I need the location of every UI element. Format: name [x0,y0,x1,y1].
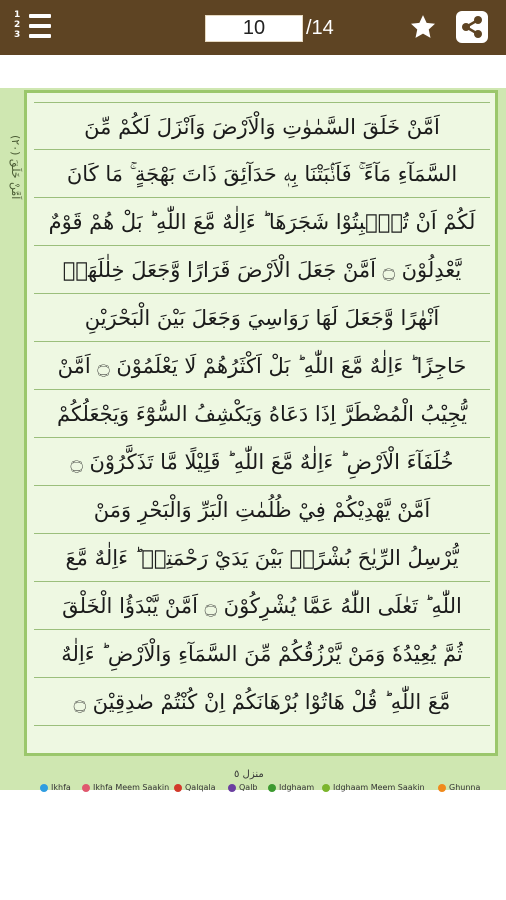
manzil-label: منزل ٥ [234,769,264,780]
legend-item-qalqala[interactable]: Qalqala [174,782,216,794]
legend-dot-icon [40,784,48,792]
page-number-input[interactable]: 10 [205,15,303,42]
verse-line[interactable]: مَّعَ اللّٰهِ ؕ قُلْ هَاتُوْا بُرْهَانَكُمْ اِنْ كُنْتُمْ صٰدِقِيْنَ ۝ [34,678,490,726]
legend-dot-icon [438,784,446,792]
share-button[interactable] [456,11,488,43]
verse-line[interactable]: يُّرْسِلُ الرِّيٰحَ بُشْرًاۢ بَيْنَ يَدَيْ رَحْمَتِهٖ ؕ ءَاِلٰهٌ مَّعَ [34,534,490,582]
share-icon [456,11,488,43]
verse-line[interactable]: اللّٰهِ ؕ تَعٰلَى اللّٰهُ عَمَّا يُشْرِكُوْنَ ۝ اَمَّنْ يَّبْدَؤُا الْخَلْقَ [34,582,490,630]
star-icon [408,12,438,42]
legend-item-ikhfa-meem-saakin[interactable]: Ikhfa Meem Saakin [82,782,169,794]
verse-line[interactable]: اَنْهٰرًا وَّجَعَلَ لَهَا رَوَاسِيَ وَجَعَلَ بَيْنَ الْبَحْرَيْنِ [34,294,490,342]
page-total-label: /14 [306,17,334,39]
legend-dot-icon [268,784,276,792]
quran-page [0,88,506,790]
legend-item-ikhfa[interactable]: Ikhfa [40,782,71,794]
verse-line[interactable]: اَمَّنْ يَّهْدِيْكُمْ فِيْ ظُلُمٰتِ الْبَرِّ وَالْبَحْرِ وَمَنْ [34,486,490,534]
legend-item-ghunna[interactable]: Ghunna [438,782,480,794]
verse-line[interactable]: لَكُمْ اَنْ تُنْۢبِتُوْا شَجَرَهَا ؕ ءَاِلٰهٌ مَّعَ اللّٰهِ ؕ بَلْ هُمْ قَوْمٌ [34,198,490,246]
numbered-list-icon [14,10,20,40]
verse-line[interactable]: يَّعْدِلُوْنَ ۝ اَمَّنْ جَعَلَ الْاَرْضَ قَرَارًا وَّجَعَلَ خِلٰلَهَاۤ [34,246,490,294]
legend-dot-icon [322,784,330,792]
top-toolbar [0,0,506,55]
tajweed-legend [40,782,506,796]
verse-line[interactable]: اَمَّنْ خَلَقَ السَّمٰوٰتِ وَالْاَرْضَ وَاَنْزَلَ لَكُمْ مِّنَ [34,102,490,150]
verse-line[interactable]: ثُمَّ يُعِيْدُهٗ وَمَنْ يَّرْزُقُكُمْ مِّنَ السَّمَآءِ وَالْاَرْضِ ؕ ءَاِلٰهٌ [34,630,490,678]
legend-dot-icon [174,784,182,792]
legend-item-qalb[interactable]: Qalb [228,782,258,794]
legend-item-idghaam-meem-saakin[interactable]: Idghaam Meem Saakin [322,782,425,794]
legend-item-idghaam[interactable]: Idghaam [268,782,314,794]
surah-index-menu-button[interactable] [14,10,56,44]
verse-line[interactable]: يُّجِيْبُ الْمُضْطَرَّ اِذَا دَعَاهُ وَيَكْشِفُ السُّوْٓءَ وَيَجْعَلُكُمْ [34,390,490,438]
list-number: 3 [14,30,21,40]
verse-line[interactable]: حَاجِزًا ؕ ءَاِلٰهٌ مَّعَ اللّٰهِ ؕ بَلْ اَكْثَرُهُمْ لَا يَعْلَمُوْنَ ۝ اَمَّنْ [34,342,490,390]
list-number: 2 [14,20,21,30]
list-number: 1 [14,10,21,20]
legend-dot-icon [228,784,236,792]
legend-dot-icon [82,784,90,792]
bookmark-button[interactable] [408,12,438,42]
verse-line[interactable]: خُلَفَآءَ الْاَرْضِ ؕ ءَاِلٰهٌ مَّعَ اللّٰهِ ؕ قَلِيْلًا مَّا تَذَكَّرُوْنَ ۝ [34,438,490,486]
juz-side-label: (٢٠) اَمَّنْ خَلَقَ [9,134,22,200]
verse-line[interactable]: السَّمَآءِ مَآءً ۚ فَاَنْۢبَتْنَا بِهٖ حَدَآئِقَ ذَاتَ بَهْجَةٍ ۚ مَا كَانَ [34,150,490,198]
